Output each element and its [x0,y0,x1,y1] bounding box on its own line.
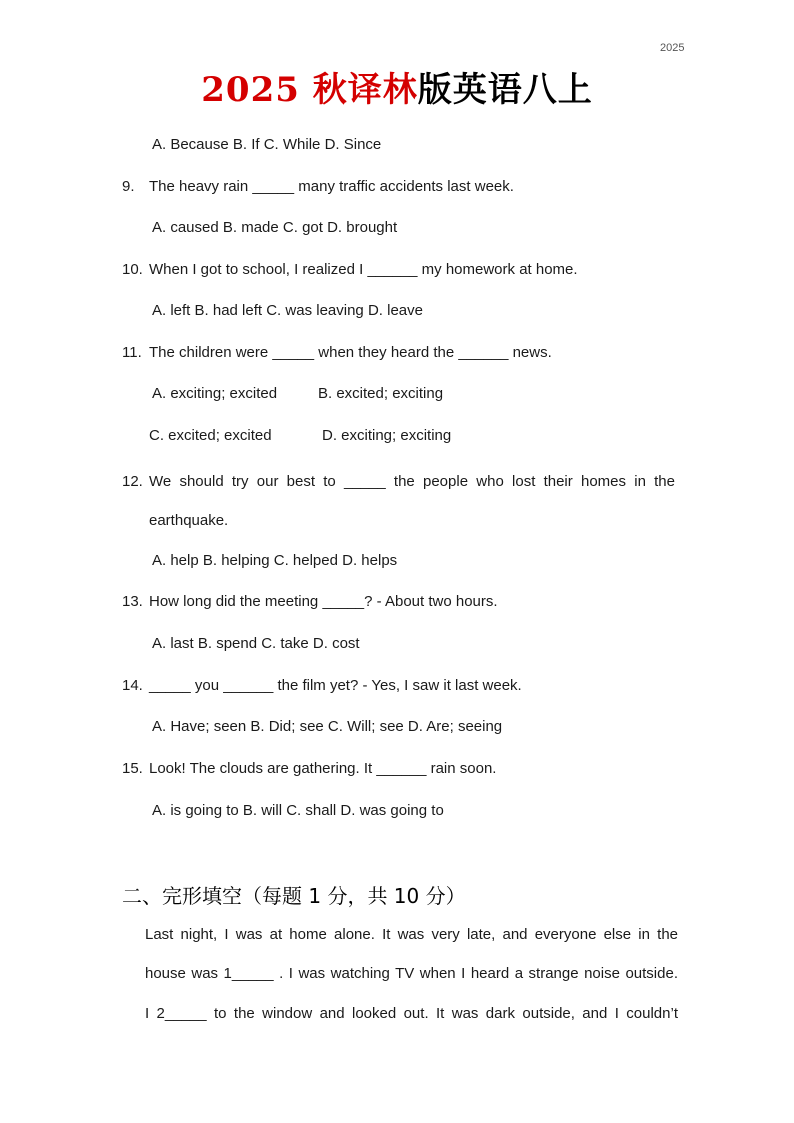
q9-stem: The heavy rain _____ many traffic accidents last week. [149,178,514,195]
q10-number: 10. [122,261,143,278]
cloze-paragraph-line3: I 2_____ to the window and looked out. It was dark outside, and I couldn’t [145,1005,678,1022]
q9-stem-line [122,178,514,195]
q14-number: 14. [122,677,143,694]
q13-stem-line [122,593,498,610]
q14-stem-line [122,677,522,694]
q15-number: 15. [122,760,143,777]
section-heading-cloze: 二、完形填空（每题 1 分，共 10 分） [122,884,466,908]
cloze-paragraph-line2: house was 1_____ . I was watching TV when I heard a strange noise outside. [145,965,678,982]
q11-stem: The children were _____ when they heard the ______ news. [149,344,552,361]
cloze-paragraph-line1: Last night, I was at home alone. It was very late, and everyone else in the [145,926,678,943]
q12-options: A. help B. helping C. helped D. helps [152,552,398,569]
q13-options: A. last B. spend C. take D. cost [152,635,360,652]
q13-number: 13. [122,593,143,610]
title-black-part: 版英语八上 [417,70,593,110]
q13-stem: How long did the meeting _____? - About two hours. [149,593,498,610]
title-red-part: 2025 秋译林 [201,70,418,110]
q11-option-c: C. excited; excited [149,427,272,444]
header-year: 2025 [660,42,685,54]
q8-options: A. Because B. If C. While D. Since [152,136,382,153]
page-title [0,62,794,111]
q14-options: A. Have; seen B. Did; see C. Will; see D. Are; seeing [152,718,503,735]
q11-number: 11. [122,344,142,361]
q10-stem-line [122,261,578,278]
q11-option-d: D. exciting; exciting [322,427,452,444]
q15-stem: Look! The clouds are gathering. It ______ rain soon. [149,760,497,777]
q11-option-a: A. exciting; excited [152,385,278,402]
q12-stem-line2: earthquake. [149,512,229,529]
q15-stem-line [122,760,496,777]
q12-number: 12. [122,473,143,490]
q10-options: A. left B. had left C. was leaving D. leave [152,302,423,319]
q9-options: A. caused B. made C. got D. brought [152,219,398,236]
q10-stem: When I got to school, I realized I ______ my homework at home. [149,261,578,278]
q15-options: A. is going to B. will C. shall D. was going to [152,802,444,819]
q14-stem: _____ you ______ the film yet? - Yes, I saw it last week. [149,677,522,694]
q9-number: 9. [122,178,135,195]
q11-stem-line [122,344,552,361]
q11-option-b: B. excited; exciting [318,385,444,402]
q12-stem-line1: We should try our best to _____ the people who lost their homes in the [149,473,675,490]
